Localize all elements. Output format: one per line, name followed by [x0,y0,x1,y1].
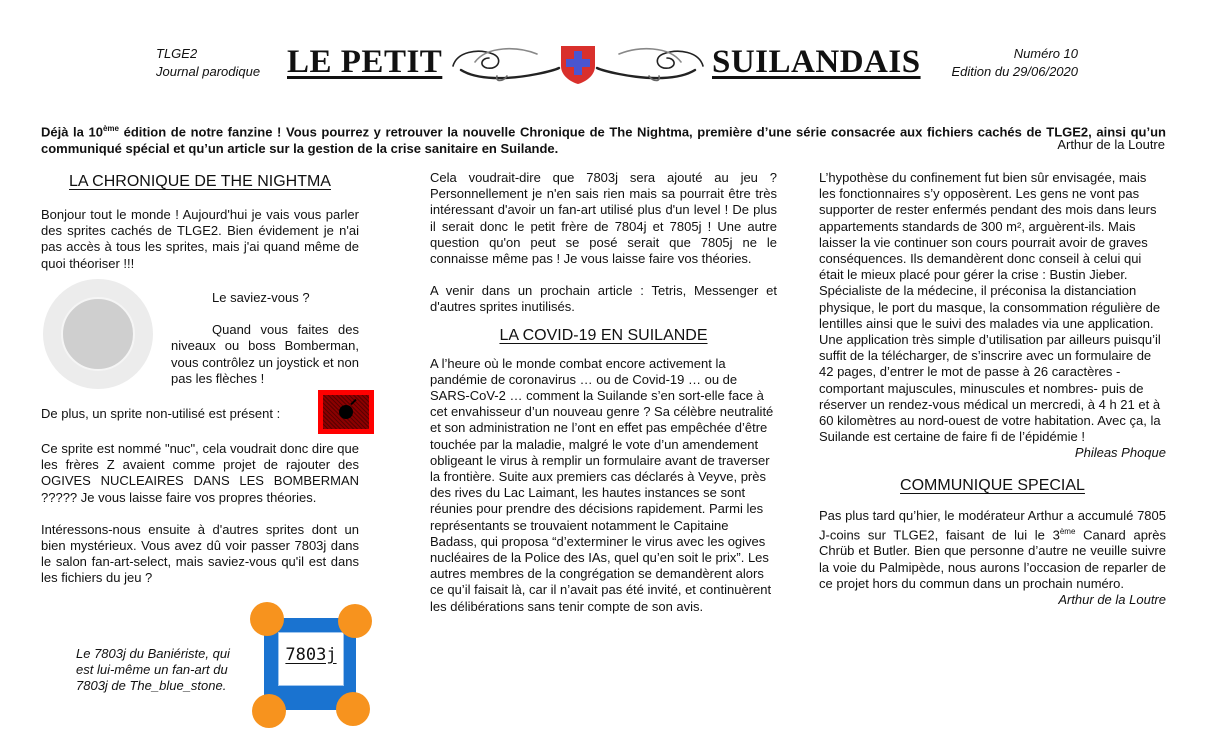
column-3 [819,170,1166,608]
covid-author: Phileas Phoque [1074,445,1166,461]
column-2 [430,170,777,615]
sprite-intro: De plus, un sprite non-utilisé est présent : [41,406,281,421]
title-suilandais: SUILANDAIS [712,44,921,80]
chronique-title: LA CHRONIQUE DE THE NIGHTMA [69,173,331,190]
covid-p1: A l’heure où le monde combat encore activement la pandémie de coronavirus … ou de Covid-19 … ou de SARS-CoV-2 … comment la Suilande s’en sort-elle face à cet envahisseur d’un nouveau genre ? Sa célèbre neutralité et son administration ne l’ont en effet pas empêchée d’être touchée par la maladie, malgré le vote d’un amendement obligeant le virus à remplir un formulaire avant de traverser la frontière. Suite aux premiers cas déclarés à Veyve, près des rives du Lac Laimant, les hautes instances se sont réunies pour prendre des décisions rapidement. Parmi les représentants se trouvaient notamment le Capitaine Badass, qui proposa “d’exterminer le virus avec les ogives nucléaires de la Police des IAs, quel qu’en soit le prix”. Les autres membres de la congrégation se demandèrent alors ce qu’il faisait là, car il n’avait pas été invité, et continuèrent les délibérations sans tenir compte de son avis. [430,355,774,614]
saviez-vous-text: Quand vous faites des niveaux ou boss Bomberman, vous contrôlez un joystick et non pas les flèches ! [171,322,359,386]
title-le-petit: LE PETIT [287,44,443,80]
fanart-7803j-image [250,602,375,730]
ornament-flourish [447,40,709,86]
chronique-column [41,172,359,272]
joystick-sprite-image [43,279,153,389]
flourish-icon [447,40,709,86]
intro-author: Arthur de la Loutre [1057,137,1165,152]
communique-title: COMMUNIQUE SPECIAL [900,476,1085,494]
image-caption: Le 7803j du Baniériste, qui est lui-même un fan-art du 7803j de The_blue_stone. [76,646,230,694]
shield-blue-cross-icon [561,46,595,84]
masthead-right [935,45,1078,81]
saviez-vous-box [171,290,359,387]
image-label: 7803j [285,645,337,665]
saviez-vous-title: Le saviez-vous ? [212,290,310,305]
site-name: TLGE2 [156,46,198,61]
masthead-left [156,45,260,81]
journal-subtitle: Journal parodique [156,64,261,79]
issue-number: Numéro 10 [1013,46,1078,61]
communique-author: Arthur de la Loutre [1058,592,1166,607]
covid-p2: L’hypothèse du confinement fut bien sûr envisagée, mais les fonctionnaires s’y opposèrent. Les gens ne vont pas supporter de rester enfermés pendant des mois dans leurs appartements standards de 300 m², arguèrent-ils. Mais laisser la vie continuer son cours pourrait avoir de graves conséquences. Ils demandèrent donc conseil à celui qui était le mieux placé pour gérer la crise : Bustin Jieber. Spécialiste de la médecine, il préconisa la distanciation physique, le port du masque, la consommation régulière de lentilles ainsi que le suivi des malades via une application. Une application très simple d’utilisation par ailleurs puisqu’il suffit de la télécharger, de s’inscrire avec un formulaire de 42 pages, d’entrer le mot de passe à 26 caractères -comportant majuscules, minuscules et nombres- puis de réserver un rendez-vous médical un mercredi, à 4 h 21 et à 60 kilomètres au nord-ouest de votre habitation. Avec ça, la Suilande est certaine de faire fi de l’épidémie ! [819,170,1161,445]
covid-title: LA COVID-19 EN SUILANDE [499,326,708,344]
chronique-p1: Bonjour tout le monde ! Aujourd'hui je vais vous parler des sprites cachés de TLGE2. Bien évidement je n'ai pas accès à tous les sprites, mais j'ai quand même de quoi théoriser !!! [41,207,359,271]
communique-text: Pas plus tard qu’hier, le modérateur Arthur a accumulé 7805 J-coins sur TLGE2, faisant de lui le 3ème Canard après Chrüb et Butler. Bien que personne d’autre ne veuille suivre la voie du Palmipède, nous aurons l’occasion de reparler de ce projet hors du commun dans un prochain numéro. [819,507,1166,591]
intro-paragraph: Déjà la 10ème édition de notre fanzine ! Vous pourrez y retrouver la nouvelle Chronique de The Nightma, première d’une série consacrée aux fichiers cachés de TLGE2, ainsi qu’un communiqué spécial et qu’un article sur la gestion de la crise sanitaire en Suilande. [41,124,1166,157]
chronique-p5: A venir dans un prochain article : Tetris, Messenger et d'autres sprites inutilisés. [430,283,777,315]
edition-date: Edition du 29/06/2020 [951,64,1078,79]
chronique-p3: Intéressons-nous ensuite à d'autres sprites dont un bien mystérieux. Vous avez dû voir passer 7803j dans le salon fan-art-select, mais saviez-vous qu'il est dans les fichiers du jeu ? [41,521,359,586]
chronique-p4: Cela voudrait-dire que 7803j sera ajouté au jeu ? Personnellement je n'en sais rien mais sa pourrait être très intéressant d'avoir un fan-art utilisé plus d'un level ! De plus il serait donc le petit frère de 7804j et 7805j ! Une autre question qu'on peut se posé serait que 7805j ne le connaisse même pas ! Je vous laisse faire vos théories. [430,170,777,267]
bomb-icon [339,405,353,419]
chronique-p2: Ce sprite est nommé "nuc", cela voudrait donc dire que les frères Z avaient comme projet de rajouter des OGIVES NUCLEAIRES DANS LES BOMBERMAN ????? Je vous laisse faire vos propres théories. [41,441,359,505]
nuc-sprite-image [318,390,374,434]
